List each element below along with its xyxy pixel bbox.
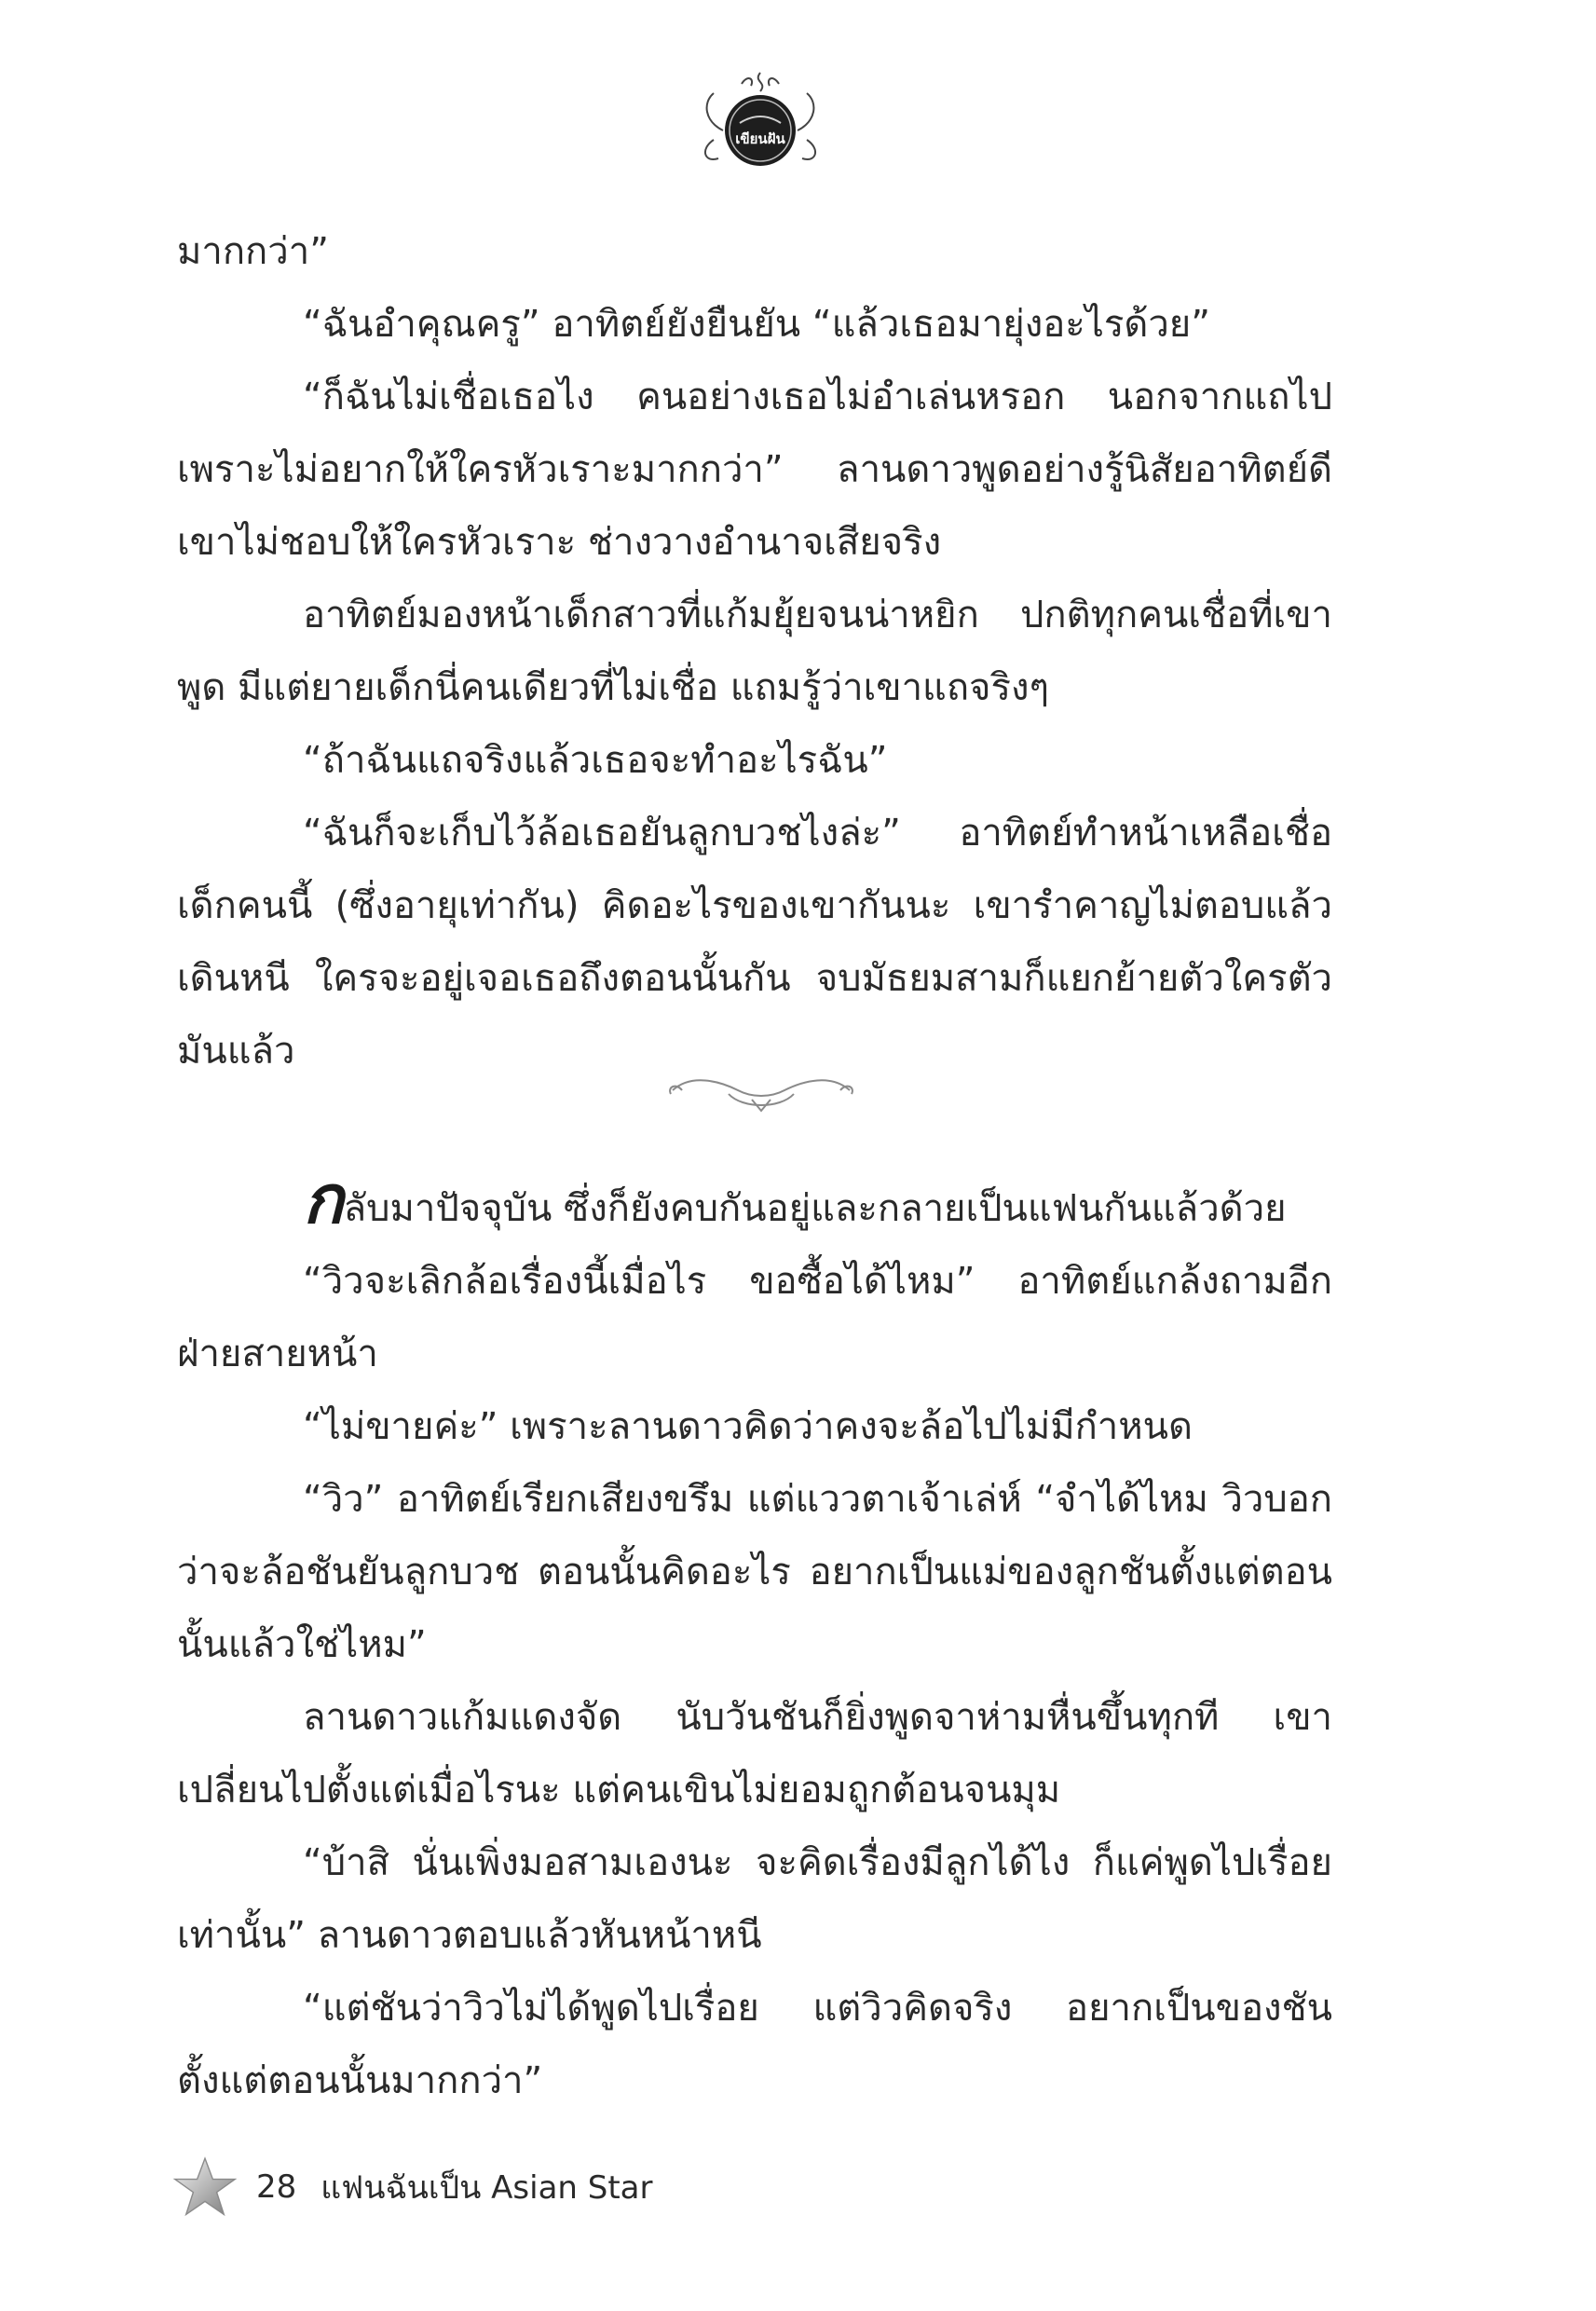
- body-text-part2: [177, 1160, 1332, 2117]
- logo-text: เขียนฝัน: [735, 130, 785, 147]
- paragraph: “ก็ฉันไม่เชื่อเธอไง คนอย่างเธอไม่อำเล่นหรอก นอกจากแถไปเพราะไม่อยากให้ใครหัวเราะมากกว่า” ลานดาวพูดอย่างรู้นิสัยอาทิตย์ดี เขาไม่ชอบให้ใครหัวเราะ ช่างวางอำนาจเสียจริง: [177, 376, 1332, 564]
- paragraph-with-dropcap: [177, 1160, 1332, 1245]
- paragraph: “ฉันก็จะเก็บไว้ล้อเธอยันลูกบวชไงล่ะ” อาทิตย์ทำหน้าเหลือเชื่อเด็กคนนี้ (ซึ่งอายุเท่ากัน) คิดอะไรของเขากันนะ เขารำคาญไม่ตอบแล้วเดินหนี ใครจะอยู่เจอเธอถึงตอนนั้นกัน จบมัธยมสามก็แยกย้ายตัวใครตัวมันแล้ว: [177, 812, 1332, 1073]
- dropcap: ก: [303, 1160, 344, 1238]
- paragraph: มากกว่า”: [177, 230, 329, 273]
- paragraph: “ถ้าฉันแถจริงแล้วเธอจะทำอะไรฉัน”: [303, 739, 888, 782]
- paragraph: อาทิตย์มองหน้าเด็กสาวที่แก้มยุ้ยจนน่าหยิก ปกติทุกคนเชื่อที่เขาพูด มีแต่ยายเด็กนี่คนเดียวที่ไม่เชื่อ แถมรู้ว่าเขาแถจริงๆ: [177, 594, 1332, 709]
- section-divider-ornament: [663, 1062, 859, 1118]
- paragraph: ลานดาวแก้มแดงจัด นับวันชันก็ยิ่งพูดจาห่ามหื่นขึ้นทุกที เขาเปลี่ยนไปตั้งแต่เมื่อไรนะ แต่คนเขินไม่ยอมถูกต้อนจนมุม: [177, 1696, 1332, 1812]
- paragraph: “ฉันอำคุณครู” อาทิตย์ยังยืนยัน “แล้วเธอมายุ่งอะไรด้วย”: [303, 303, 1210, 346]
- page-footer: [172, 2154, 653, 2220]
- paragraph: “แต่ชันว่าวิวไม่ได้พูดไปเรื่อย แต่วิวคิดจริง อยากเป็นของชันตั้งแต่ตอนนั้นมากกว่า”: [177, 1987, 1332, 2102]
- page-number: 28: [256, 2168, 297, 2206]
- body-text-part1: [177, 215, 1332, 1087]
- paragraph: “บ้าสิ นั่นเพิ่งมอสามเองนะ จะคิดเรื่องมีลูกได้ไง ก็แค่พูดไปเรื่อยเท่านั้น” ลานดาวตอบแล้วหันหน้าหนี: [177, 1841, 1332, 1957]
- paragraph: “วิวจะเลิกล้อเรื่องนี้เมื่อไร ขอซื้อได้ไหม” อาทิตย์แกล้งถามอีกฝ่ายสายหน้า: [177, 1260, 1332, 1375]
- star-icon: [172, 2155, 238, 2219]
- paragraph: “ไม่ขายค่ะ” เพราะลานดาวคิดว่าคงจะล้อไปไม่มีกำหนด: [303, 1405, 1193, 1448]
- paragraph: “วิว” อาทิตย์เรียกเสียงขรึม แต่แววตาเจ้าเล่ห์ “จำได้ไหม วิวบอกว่าจะล้อชันยันลูกบวช ตอนนั้นคิดอะไร อยากเป็นแม่ของลูกชันตั้งแต่ตอนนั้นแล้วใช่ไหม”: [177, 1478, 1332, 1666]
- paragraph-rest: ลับมาปัจจุบัน ซึ่งก็ยังคบกันอยู่และกลายเป็นแฟนกันแล้วด้วย: [343, 1187, 1287, 1230]
- publisher-logo: [686, 65, 835, 177]
- book-title: แฟนฉันเป็น Asian Star: [321, 2169, 653, 2207]
